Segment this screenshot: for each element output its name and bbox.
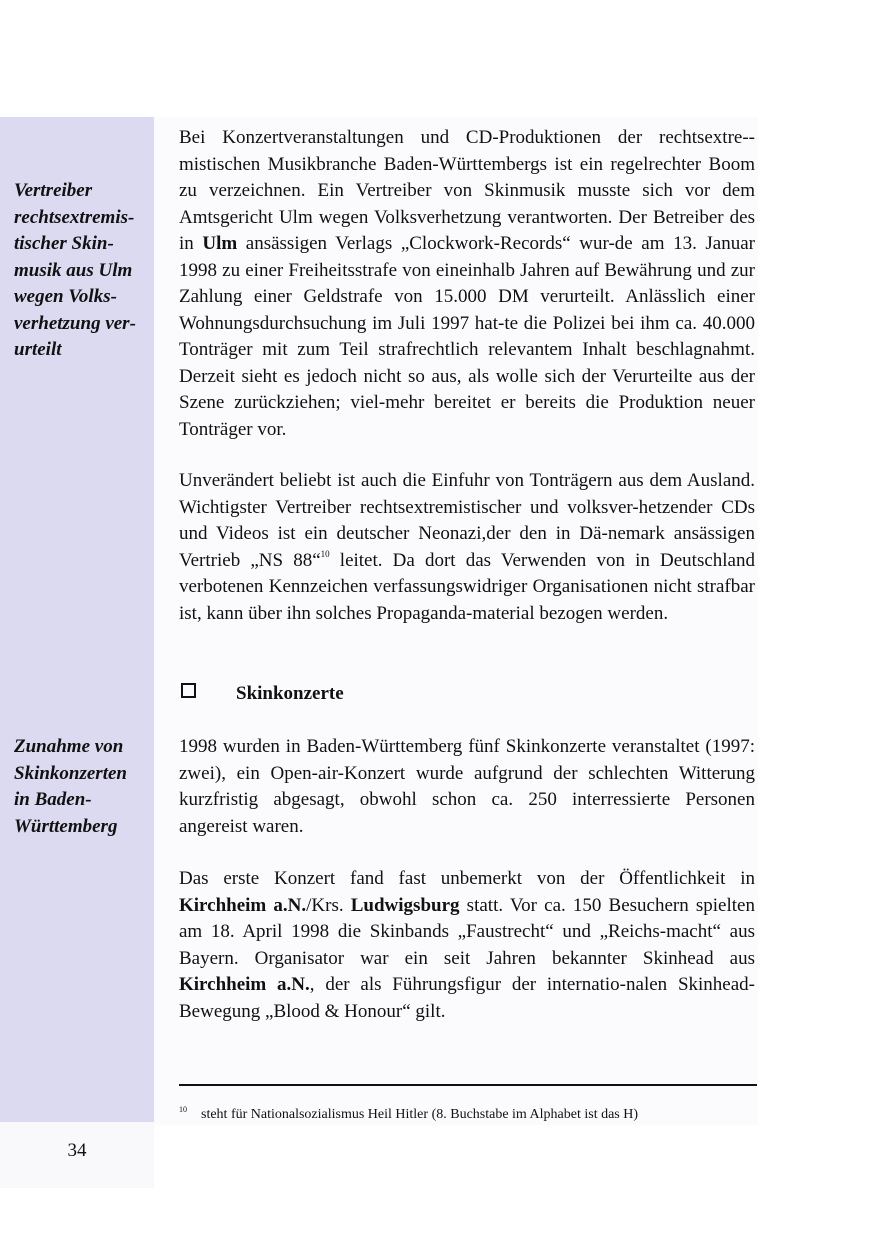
text-run: statt. Vor ca. 150 Besuchern spielten am 18. April 1998 die Skinbands „Faustrecht“ und „Reichs-macht“ aus Bayern. Organisator war ein seit Jahren bekannter Skinhead aus	[179, 894, 755, 969]
margin-note-ulm	[14, 178, 154, 364]
paragraph-ns88-import	[179, 468, 755, 627]
text-run: ansässigen Verlags „Clockwork-Records“ wur-de am 13. Januar 1998 zu einer Freiheitsstrafe von eineinhalb Jahren auf Bewährung und zur Zahlung einer Geldstrafe von 15.000 DM verurteilt. Anlässlich einer Wohnungsdurchsuchung im Juli 1997 hat-te die Polizei bei ihm ca. 40.000 Tonträger mit zum Teil strafrechtlich relevantem Inhalt beschlagnahmt. Derzeit sieht es jedoch nicht so aus, als wolle sich der Verurteilte aus der Szene zurückziehen; viel-mehr bereitet er bereits die Produktion neuer Tonträger vor.	[179, 233, 755, 440]
text-run: , der als Führungsfigur der internatio-nalen Skinhead-Bewegung „Blood & Honour“ gilt.	[179, 974, 755, 1022]
footnote	[179, 1101, 757, 1124]
text-run: leitet. Da dort das Verwenden von in Deutschland verbotenen Kennzeichen verfassungswidriger Organisationen nicht strafbar ist, kann über ihn solches Propaganda-material bezogen werden.	[179, 549, 755, 624]
paragraph-kirchheim-concert	[179, 866, 755, 1025]
bold-place-name: Ludwigsburg	[350, 894, 460, 916]
footnote-divider	[179, 1084, 757, 1086]
text-run: Unverändert beliebt ist auch die Einfuhr von Tonträgern aus dem Ausland. Wichtigster Vertreiber rechtsextremistischer und volksver-hetzender CDs und Videos ist ein deutscher Neonazi,der den in Dä-nemark ansässigen Vertrieb „NS 88“	[179, 470, 755, 571]
margin-note-line: in Baden-	[14, 789, 92, 810]
margin-note-line: urteilt	[14, 339, 62, 360]
margin-note-line: Skinkonzerten	[14, 762, 127, 784]
margin-note-line: Zunahme von	[14, 736, 124, 757]
paragraph-concert-count	[179, 734, 755, 840]
margin-note-line: musik aus Ulm	[14, 259, 133, 281]
bold-place-name: Kirchheim a.N.	[179, 974, 310, 995]
section-heading-text: Skinkonzerte	[236, 683, 344, 704]
margin-note-line: Württemberg	[14, 815, 118, 837]
margin-note-line: tischer Skin-	[14, 233, 114, 254]
text-run: Das erste Konzert fand fast unbemerkt von der Öffentlichkeit in	[179, 868, 755, 889]
text-run: /Krs.	[306, 894, 351, 916]
footnote-text: steht für Nationalsozialismus Heil Hitler (8. Buchstabe im Alphabet ist das H)	[201, 1107, 639, 1122]
section-heading	[179, 681, 344, 707]
margin-note-line: Vertreiber	[14, 180, 93, 201]
text-run: 1998 wurden in Baden-Württemberg fünf Skinkonzerte veranstaltet (1997: zwei), ein Open-air-Konzert wurde aufgrund der schlechten Witterung kurzfristig abgesagt, obwohl schon ca. 250 interressierte Personen angereist waren.	[179, 736, 755, 837]
bold-place-name: Kirchheim a.N.	[179, 894, 307, 916]
bold-place-name: Ulm	[202, 233, 238, 254]
margin-note-line: wegen Volks-	[14, 286, 117, 307]
text-run: Bei Konzertveranstaltungen und CD-Produktionen der rechtsextre-mistischen Musikbranche Baden-Württembergs ist ein regelrechter Boom zu verzeichnen. Ein Vertreiber von Skinmusik musste sich vor dem Amtsgericht Ulm wegen Volksverhetzung verantworten. Der Betreiber des in	[179, 127, 755, 254]
footnote-reference: 10	[320, 548, 330, 559]
paragraph-clockwork-records	[179, 125, 755, 443]
checkbox-square-icon	[181, 683, 196, 698]
margin-note-skinkonzerte	[14, 734, 154, 840]
page-number: 34	[67, 1140, 87, 1161]
margin-note-line: rechtsextremis-	[14, 206, 135, 228]
footnote-mark: 10	[179, 1105, 187, 1114]
margin-note-line: verhetzung ver-	[14, 312, 136, 334]
